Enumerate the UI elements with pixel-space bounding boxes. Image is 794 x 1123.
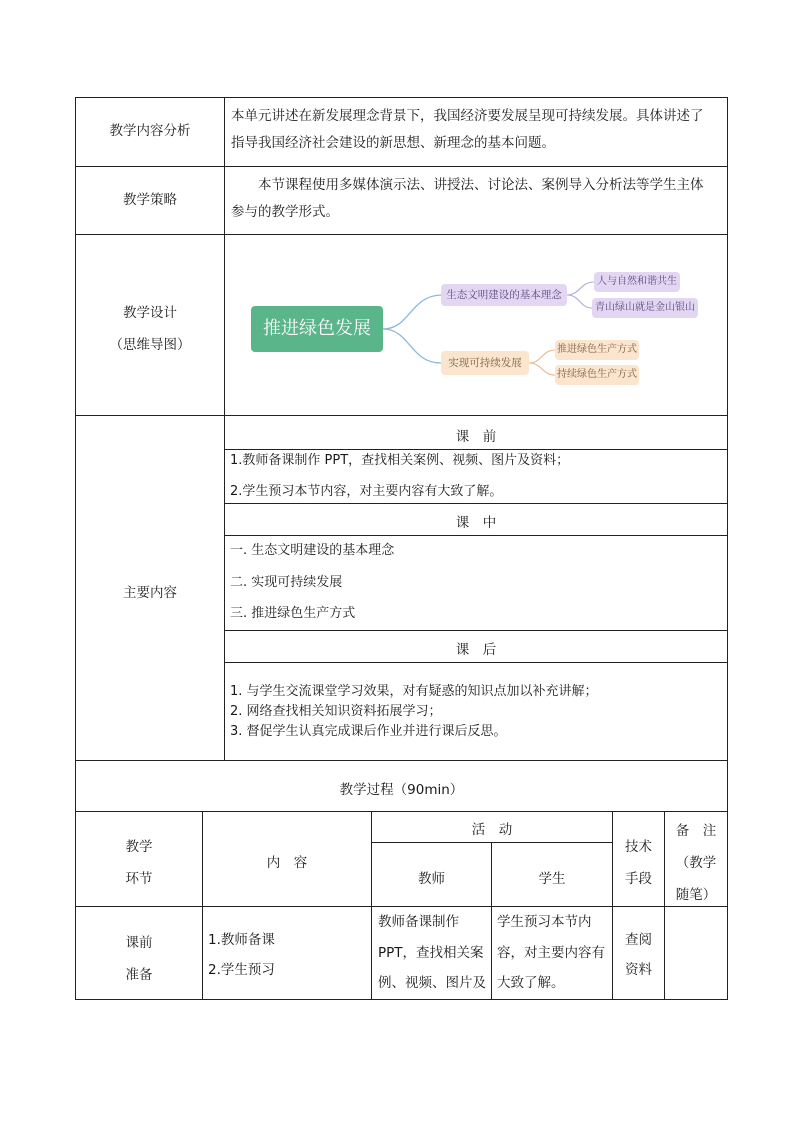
- row-student-line3: 大致了解。: [497, 975, 565, 991]
- mind-map-leaf-green-production: 推进绿色生产方式: [555, 340, 639, 360]
- col-tech-line2: 手段: [625, 871, 652, 887]
- col-stage-line2: 环节: [125, 871, 153, 887]
- col-student: 学生: [538, 871, 566, 887]
- col-content: 内 容: [266, 855, 308, 871]
- mind-map-leaf-harmony: 人与自然和谐共生: [594, 272, 680, 292]
- during-class-item-1: 一. 生态文明建设的基本理念: [230, 543, 395, 558]
- col-stage-line1: 教学: [125, 839, 153, 855]
- main-content-label: 主要内容: [123, 585, 177, 601]
- row-content-line2: 2.学生预习: [208, 962, 275, 978]
- col-activity: 活 动: [471, 822, 513, 838]
- row-content-line1: 1.教师备课: [208, 932, 275, 948]
- col-note-line2: （教学: [675, 855, 717, 871]
- after-class-item-1: 1. 与学生交流课堂学习效果，对有疑惑的知识点加以补充讲解；: [230, 684, 598, 699]
- col-tech-line1: 技术: [625, 839, 652, 855]
- row-teacher-line1: 教师备课制作: [378, 914, 459, 930]
- before-class-item-1: 1.教师备课制作 PPT，查找相关案例、视频、图片及资料；: [230, 453, 570, 468]
- row-stage-line1: 课前: [125, 935, 153, 951]
- row-student-line1: 学生预习本节内: [497, 914, 592, 930]
- mind-map-root: 推进绿色发展: [251, 306, 383, 352]
- during-class-title: 课 中: [455, 515, 497, 531]
- analysis-text-line2: 指导我国经济社会建设的新思想、新理念的基本问题。: [231, 135, 555, 151]
- mind-map-leaf-green-mountains: 青山绿山就是金山银山: [592, 298, 698, 318]
- before-class-title: 课 前: [455, 429, 497, 445]
- row-teacher-line3: 例、视频、图片及: [378, 975, 486, 991]
- analysis-label: 教学内容分析: [109, 123, 191, 139]
- strategy-text-line2: 参与的教学形式。: [231, 204, 339, 220]
- col-teacher: 教师: [418, 871, 445, 887]
- during-class-item-3: 三. 推进绿色生产方式: [230, 606, 356, 621]
- mind-map-branch-ecology: 生态文明建设的基本理念: [441, 284, 567, 306]
- row-teacher-line2: PPT，查找相关案: [378, 945, 484, 961]
- after-class-item-2: 2. 网络查找相关知识资料拓展学习；: [230, 704, 442, 719]
- analysis-text-line1: 本单元讲述在新发展理念背景下，我国经济要发展呈现可持续发展。具体讲述了: [231, 108, 704, 124]
- process-title: 教学过程（90min）: [339, 782, 464, 798]
- mind-map-leaf-continuous-production: 持续绿色生产方式: [555, 365, 639, 385]
- col-note-line3: 随笔）: [675, 887, 717, 903]
- row-tech-line2: 资料: [625, 962, 652, 978]
- during-class-item-2: 二. 实现可持续发展: [230, 575, 343, 590]
- before-class-item-2: 2.学生预习本节内容，对主要内容有大致了解。: [230, 484, 503, 499]
- row-tech-line1: 查阅: [625, 932, 652, 948]
- strategy-text-line1: 本节课程使用多媒体演示法、讲授法、讨论法、案例导入分析法等学生主体: [258, 177, 704, 193]
- after-class-title: 课 后: [455, 642, 497, 658]
- after-class-item-3: 3. 督促学生认真完成课后作业并进行课后反思。: [230, 724, 507, 739]
- row-student-line2: 容，对主要内容有: [497, 945, 605, 961]
- design-label: 教学设计: [123, 305, 177, 321]
- row-stage-line2: 准备: [125, 967, 153, 983]
- mind-map-branch-sustainable: 实现可持续发展: [441, 351, 529, 375]
- design-sublabel: （思维导图）: [109, 337, 191, 353]
- col-note-line1: 备 注: [675, 823, 717, 839]
- strategy-label: 教学策略: [123, 192, 177, 208]
